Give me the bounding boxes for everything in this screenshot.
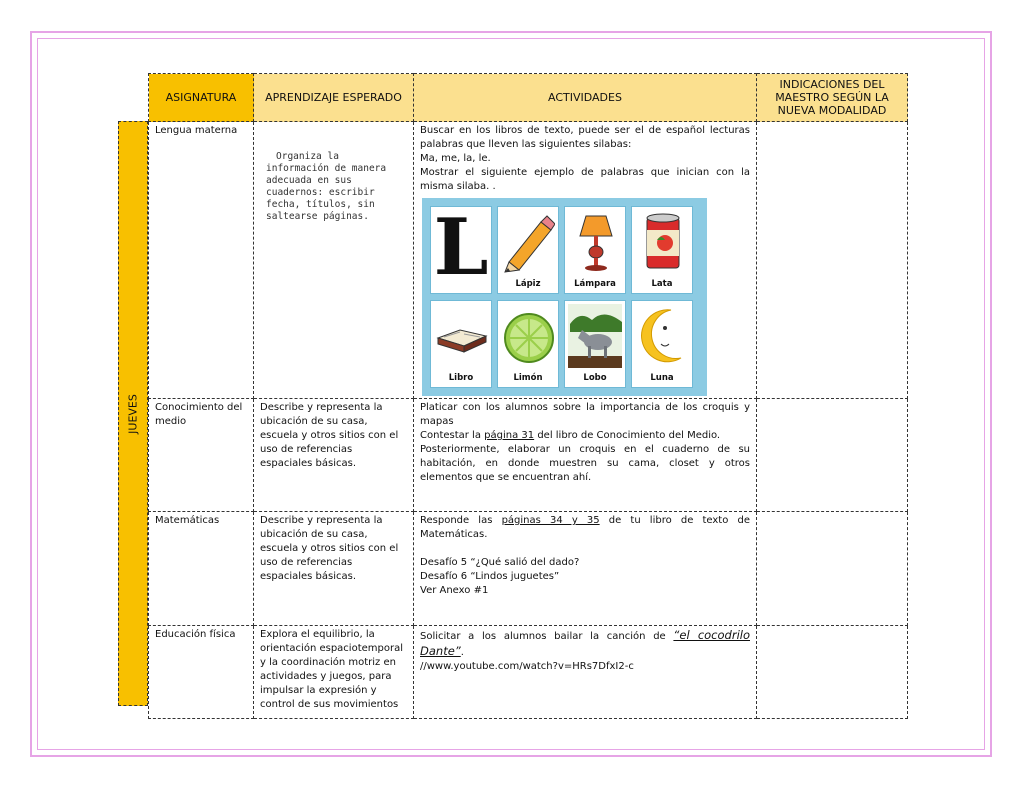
header-actividades: ACTIVIDADES	[414, 74, 757, 122]
activity-line: Posteriormente, elaborar un croquis en el cuaderno de su habitación, en donde muestren su cama, closet y otros elementos que se encuentran ahí.	[420, 444, 750, 483]
table-row	[149, 626, 908, 719]
pencil-icon	[501, 210, 555, 274]
header-aprendizaje: APRENDIZAJE ESPERADO	[254, 74, 414, 122]
subject-cell: Conocimiento del medio	[149, 399, 254, 512]
card-label: Lata	[651, 279, 673, 289]
learning-cell	[254, 122, 414, 399]
video-url[interactable]: //www.youtube.com/watch?v=HRs7DfxI2-c	[420, 661, 634, 672]
activity-line: Platicar con los alumnos sobre la importancia de los croquis y mapas	[420, 402, 750, 427]
activity-line: Ma, me, la, le.	[420, 153, 491, 164]
teacher-notes-cell	[757, 399, 908, 512]
subject-cell: Educación física	[149, 626, 254, 719]
lamp-icon	[568, 210, 622, 274]
moon-icon	[635, 304, 689, 368]
card-label: Lobo	[583, 373, 607, 383]
teacher-notes-cell	[757, 512, 908, 626]
activity-text: Responde las	[420, 515, 502, 526]
picture-card	[631, 300, 693, 388]
lime-icon	[501, 304, 555, 368]
learning-cell: Describe y representa la ubicación de su casa, escuela y otros sitios con el uso de referencias espaciales básicas.	[254, 512, 414, 626]
teacher-notes-cell	[757, 626, 908, 719]
subject-cell: Lengua materna	[149, 122, 254, 399]
activity-text: de tu libro de texto de Matemáticas.	[420, 515, 750, 540]
picture-card	[497, 300, 559, 388]
page-reference: páginas 34 y 35	[501, 515, 600, 526]
lesson-plan-table	[148, 73, 908, 719]
activity-text: Solicitar a los alumnos bailar la canción de	[420, 631, 674, 642]
wolf-icon	[568, 304, 622, 368]
activity-line	[420, 628, 750, 660]
subject-cell: Matemáticas	[149, 512, 254, 626]
card-label: Lápiz	[515, 279, 541, 289]
teacher-notes-cell	[757, 122, 908, 399]
learning-text: Organiza la información de manera adecuada en sus cuadernos: escribir fecha, títulos, sin saltearse páginas.	[266, 151, 387, 222]
letter-l: L	[433, 202, 489, 293]
learning-cell: Describe y representa la ubicación de su casa, escuela y otros sitios con el uso de referencias espaciales básicas.	[254, 399, 414, 512]
activities-cell	[414, 626, 757, 719]
activity-line	[420, 429, 750, 443]
table-row	[149, 399, 908, 512]
card-label: Limón	[513, 373, 543, 383]
activity-text: del libro de Conocimiento del Medio.	[534, 430, 721, 441]
activity-line: Mostrar el siguiente ejemplo de palabras que inician con la misma silaba. .	[420, 167, 750, 192]
header-indicaciones: INDICACIONES DEL MAESTRO SEGÚN LA NUEVA MODALIDAD	[757, 74, 908, 122]
activities-cell	[414, 122, 757, 399]
card-label: Lámpara	[574, 279, 616, 289]
picture-card	[430, 300, 492, 388]
activity-line: Desafío 6 “Lindos juguetes”	[420, 571, 560, 582]
activities-cell	[414, 512, 757, 626]
letter-card	[430, 202, 492, 294]
song-title-link[interactable]: “el cocodrilo Dante”	[420, 628, 750, 658]
learning-cell: Explora el equilibrio, la orientación espaciotemporal y la coordinación motriz en actividades y juegos, para impulsar la expresión y control de sus movimientos	[254, 626, 414, 719]
day-label: JUEVES	[126, 393, 140, 434]
can-icon	[635, 210, 689, 274]
picture-card	[497, 206, 559, 294]
syllable-picture-cards	[422, 198, 707, 396]
activity-line: Buscar en los libros de texto, puede ser el de español lecturas palabras que lleven las siguientes silabas:	[420, 125, 750, 150]
day-label-cell	[118, 121, 148, 706]
activity-line: Ver Anexo #1	[420, 585, 489, 596]
activities-cell	[414, 399, 757, 512]
book-icon	[434, 304, 488, 368]
page-reference: página 31	[484, 430, 535, 441]
card-label: Libro	[448, 373, 474, 383]
activity-line: Desafío 5 “¿Qué salió del dado?	[420, 557, 580, 568]
picture-card	[564, 300, 626, 388]
header-asignatura: ASIGNATURA	[149, 74, 254, 122]
table-row	[149, 512, 908, 626]
card-label: Luna	[650, 373, 674, 383]
activity-text: .	[460, 647, 464, 658]
table-row	[149, 122, 908, 399]
header-row	[149, 74, 908, 122]
picture-card	[631, 206, 693, 294]
picture-card	[564, 206, 626, 294]
activity-text: Contestar la	[420, 430, 485, 441]
activity-line	[420, 514, 750, 542]
